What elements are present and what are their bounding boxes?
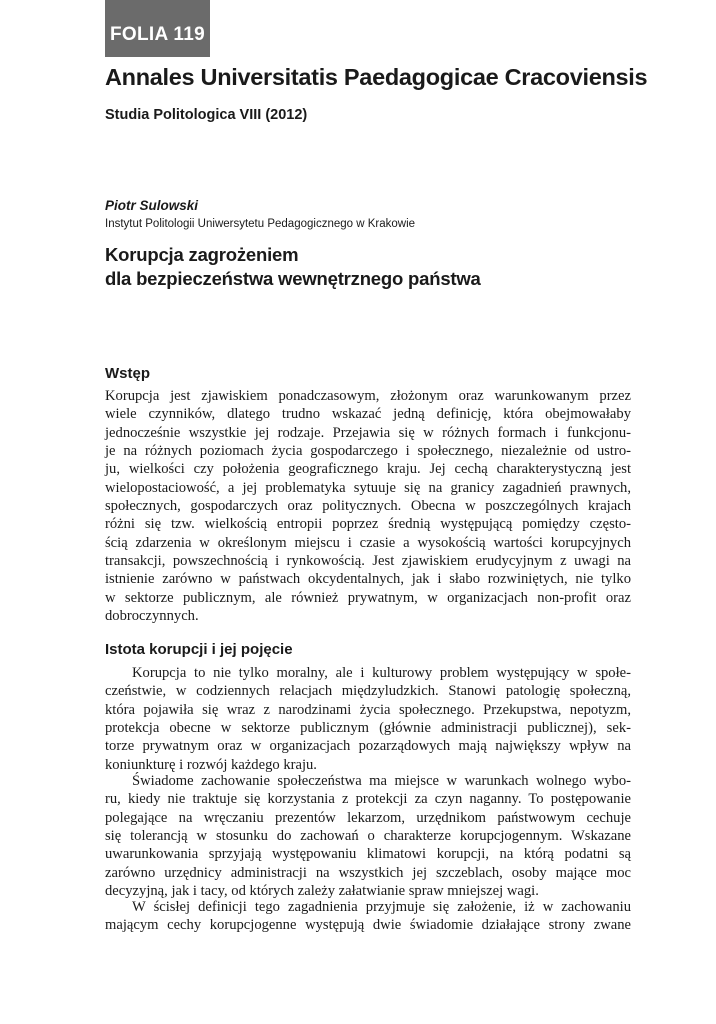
text-line: protekcja obecne w sektorze publicznym (głównie administracji publicznej), sek-	[105, 720, 631, 737]
text-line: istnienie zarówno w państwach okcydentalnych, jak i słabo rozwiniętych, nie tylko	[105, 571, 631, 588]
text-line: się tolerancją w stosunku do zachowań o charakterze korupcjogennym. Wskazane	[105, 828, 631, 845]
folia-number-tab: FOLIA 119	[105, 0, 210, 57]
journal-title: Annales Universitatis Paedagogicae Cracoviensis	[105, 64, 648, 90]
paragraph-body	[105, 664, 631, 774]
text-line: koniunkturę i rozwój każdego kraju.	[105, 756, 317, 773]
text-line: Korupcja to nie tylko moralny, ale i kulturowy problem występujący w społe-	[132, 665, 631, 681]
text-line: polegające na wręczaniu prezentów lekarzom, urzędnikom państwowym cechuje	[105, 809, 631, 826]
article-title-line: dla bezpieczeństwa wewnętrznego państwa	[105, 268, 481, 289]
article-title	[105, 243, 481, 291]
text-line: decyzyjną, jak i tacy, od których zależy załatwianie spraw mniejszej wagi.	[105, 883, 539, 900]
text-line: wielopostaciowość, a jej problematyka sytuuje się na granicy zagadnień prawnych,	[105, 479, 631, 496]
text-line: ju, wielkości czy położenia geograficznego kraju. Jej cechą charakterystyczną jest	[105, 461, 631, 478]
text-line: mającym cechy korupcjogenne występują dwie świadomie działające strony zwane	[105, 917, 631, 934]
section-heading-istota: Istota korupcji i jej pojęcie	[105, 641, 293, 658]
text-line: transakcji, powszechnością i rynkowością. Jest zjawiskiem erudycyjnym z uwagi na	[105, 553, 631, 570]
text-line: ścią zdarzenia w określonym miejscu i czasie a wysokością wartości korupcyjnych	[105, 534, 631, 551]
text-line: Świadome zachowanie społeczeństwa ma miejsce w warunkach wolnego wybo-	[132, 773, 631, 789]
text-line: wiele czynników, dlatego trudno wskazać jedną definicję, która obejmowałaby	[105, 406, 631, 423]
paragraph-body	[105, 772, 631, 900]
text-line: czeństwie, w codziennych relacjach międzyludzkich. Stanowi patologię społeczną,	[105, 683, 631, 700]
paragraph-body	[105, 898, 631, 935]
author-affiliation: Instytut Politologii Uniwersytetu Pedagogicznego w Krakowie	[105, 218, 416, 230]
text-line: która pojawiła się wraz z narodzinami życia społecznego. Przekupstwa, nepotyzm,	[105, 701, 631, 718]
text-line: ru, kiedy nie traktuje się korzystania z protekcji za czyn naganny. To postępowanie	[105, 791, 631, 808]
paragraph-intro	[105, 387, 631, 625]
text-line: społecznych, gospodarczych oraz politycznych. Obecna w poszczególnych krajach	[105, 498, 631, 515]
text-line: jednocześnie wszystkie jej rodzaje. Przejawia się w różnych formach i funkcjonu-	[105, 424, 631, 441]
text-line: torze prywatnym oraz w organizacjach pozarządowych mają największy wpływ na	[105, 738, 631, 755]
text-line: je na różnych poziomach życia gospodarczego i społecznego, niezależnie od ustro-	[105, 443, 631, 460]
text-line: uwarunkowania sprzyjają występowaniu klimatowi korupcji, na którą podatni są	[105, 846, 631, 863]
text-line: w sektorze publicznym, ale również prywatnym, w organizacjach non-profit oraz	[105, 589, 631, 606]
series-volume: Studia Politologica VIII (2012)	[105, 107, 308, 123]
text-line: zarówno urzędnicy administracji na wszystkich jej szczeblach, osoby mające moc	[105, 864, 631, 881]
text-line: W ścisłej definicji tego zagadnienia przyjmuje się założenie, iż w zachowaniu	[132, 899, 631, 915]
text-line: dobroczynnych.	[105, 608, 199, 625]
text-line: Korupcja jest zjawiskiem ponadczasowym, złożonym oraz warunkowanym przez	[105, 388, 631, 404]
article-title-line: Korupcja zagrożeniem	[105, 244, 299, 265]
text-line: różni się tzw. wielkością entropii poprzez średnią występującą pomiędzy często-	[105, 516, 631, 533]
section-heading-wstep: Wstęp	[105, 365, 150, 382]
author-name: Piotr Sulowski	[105, 198, 199, 213]
